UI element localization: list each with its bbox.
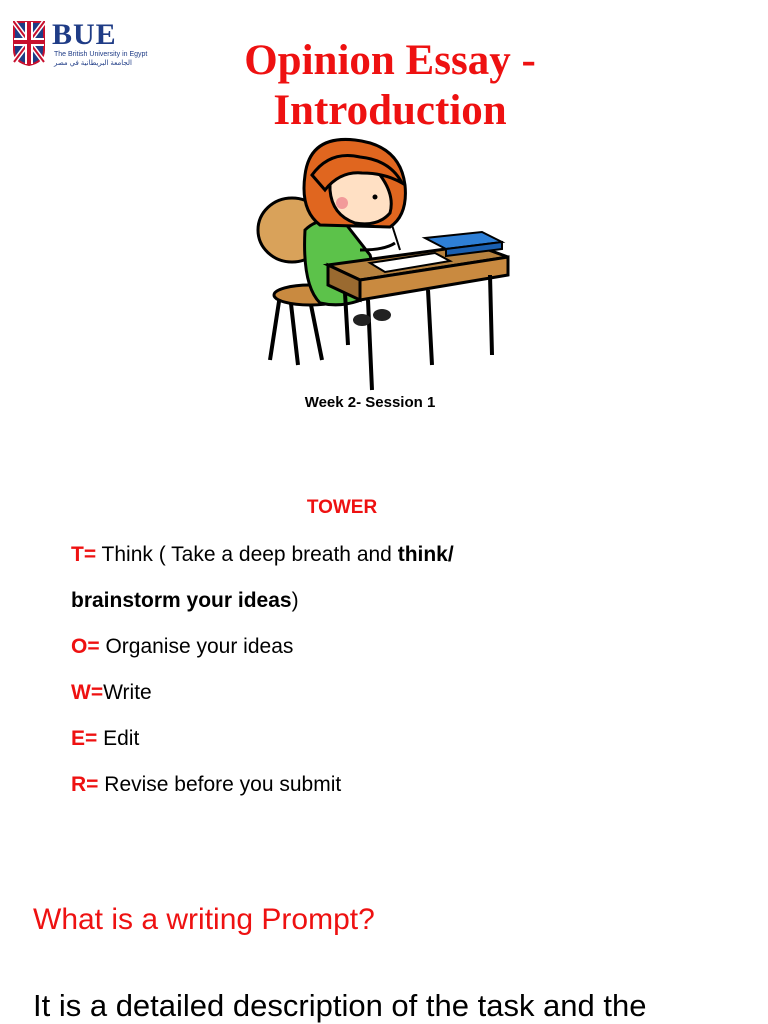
tower-item-r: R= Revise before you submit	[71, 773, 342, 796]
girl-writing-illustration	[250, 135, 520, 395]
tower-item-t: T= Think ( Take a deep breath and think/	[71, 543, 454, 566]
title-line-1: Opinion Essay -	[244, 37, 536, 84]
logo-subtitle-ar: الجامعة البريطانية في مصر	[54, 60, 132, 67]
union-jack-shield-icon	[12, 20, 46, 66]
tower-item-e: E= Edit	[71, 727, 140, 750]
page-title	[160, 36, 620, 136]
tower-item-o: O= Organise your ideas	[71, 635, 294, 658]
tower-item-t-continued: brainstorm your ideas)	[71, 589, 299, 612]
prompt-description: It is a detailed description of the task and the	[33, 988, 647, 1023]
tower-item-w: W=Write	[71, 681, 152, 704]
session-label: Week 2- Session 1	[304, 394, 436, 411]
logo-subtitle-en: The British University in Egypt	[54, 51, 148, 58]
bue-logo	[12, 20, 147, 70]
tower-heading: TOWER	[306, 497, 378, 518]
title-line-2: Introduction	[273, 87, 507, 134]
prompt-question-heading: What is a writing Prompt?	[33, 903, 375, 936]
logo-name: BUE	[52, 18, 117, 51]
